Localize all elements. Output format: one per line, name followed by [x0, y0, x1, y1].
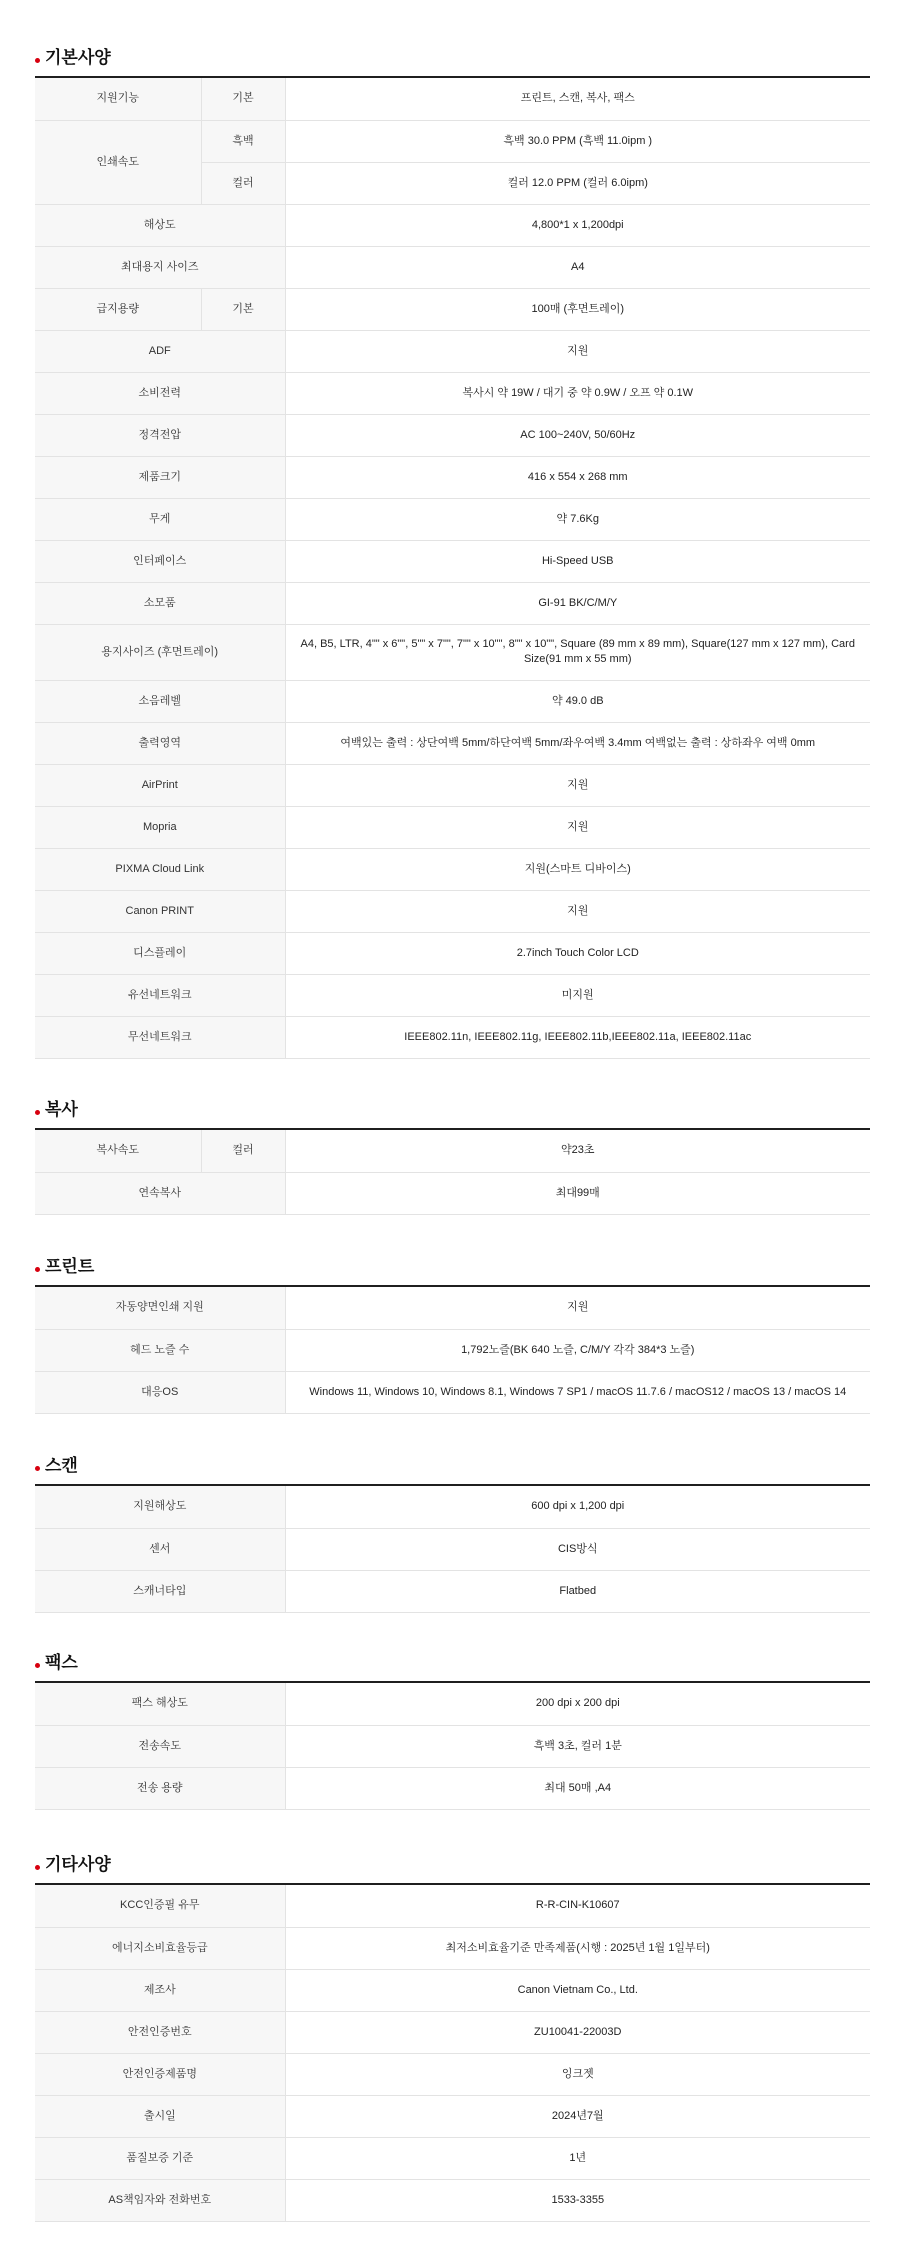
table-row — [35, 890, 870, 932]
spec-table — [35, 1130, 870, 1215]
section-copy — [35, 1090, 870, 1215]
row-value: 최대99매 — [285, 1172, 870, 1214]
row-value: Windows 11, Windows 10, Windows 8.1, Windows 7 SP1 / macOS 11.7.6 / macOS12 / macOS 13 / macOS 14 — [285, 1371, 870, 1413]
row-label: 디스플레이 — [35, 932, 285, 974]
row-value: CIS방식 — [285, 1528, 870, 1570]
row-value: GI-91 BK/C/M/Y — [285, 582, 870, 624]
row-label: 품질보증 기준 — [35, 2137, 285, 2179]
row-label: 유선네트워크 — [35, 974, 285, 1016]
table-row — [35, 582, 870, 624]
row-label: 소모품 — [35, 582, 285, 624]
section-scan — [35, 1446, 870, 1613]
row-label: 전송 용량 — [35, 1767, 285, 1809]
row-label: 무선네트워크 — [35, 1016, 285, 1058]
row-label: 연속복사 — [35, 1172, 285, 1214]
row-value: 지원 — [285, 806, 870, 848]
row-value: 컬러 12.0 PPM (컬러 6.0ipm) — [285, 162, 870, 204]
row-value: R-R-CIN-K10607 — [285, 1885, 870, 1927]
section-heading: 기본사양 — [45, 48, 111, 67]
table-row — [35, 2095, 870, 2137]
table-row — [35, 2053, 870, 2095]
section-heading: 기타사양 — [45, 1855, 111, 1874]
table-row — [35, 722, 870, 764]
row-value: 잉크젯 — [285, 2053, 870, 2095]
table-row — [35, 1725, 870, 1767]
row-label: 안전인증제품명 — [35, 2053, 285, 2095]
row-label: 출력영역 — [35, 722, 285, 764]
section-print — [35, 1247, 870, 1414]
row-value: 지원(스마트 디바이스) — [285, 848, 870, 890]
table-row — [35, 680, 870, 722]
row-label: 지원해상도 — [35, 1486, 285, 1528]
table-row — [35, 330, 870, 372]
table-row — [35, 1969, 870, 2011]
row-label: 정격전압 — [35, 414, 285, 456]
table-row — [35, 246, 870, 288]
row-label: 인터페이스 — [35, 540, 285, 582]
row-label: 제조사 — [35, 1969, 285, 2011]
row-value: 지원 — [285, 890, 870, 932]
spec-table — [35, 1287, 870, 1414]
section-title — [35, 1845, 870, 1885]
row-label: 급지용량 — [35, 288, 201, 330]
row-label: 스캐너타입 — [35, 1570, 285, 1612]
row-label: 전송속도 — [35, 1725, 285, 1767]
row-label: 자동양면인쇄 지원 — [35, 1287, 285, 1329]
row-sub-label: 기본 — [201, 288, 285, 330]
row-value: 흑백 30.0 PPM (흑백 11.0ipm ) — [285, 120, 870, 162]
table-row — [35, 1486, 870, 1528]
row-label: 용지사이즈 (후면트레이) — [35, 624, 285, 680]
row-label: ADF — [35, 330, 285, 372]
row-value: 미지원 — [285, 974, 870, 1016]
row-value: IEEE802.11n, IEEE802.11g, IEEE802.11b,IEEE802.11a, IEEE802.11ac — [285, 1016, 870, 1058]
row-sub-label: 컬러 — [201, 1130, 285, 1172]
section-heading: 프린트 — [45, 1257, 95, 1276]
row-value: 1년 — [285, 2137, 870, 2179]
row-label: 대응OS — [35, 1371, 285, 1413]
section-heading: 팩스 — [45, 1653, 78, 1672]
table-row — [35, 204, 870, 246]
table-row — [35, 1329, 870, 1371]
table-row — [35, 806, 870, 848]
row-sub-label: 기본 — [201, 78, 285, 120]
row-label: 복사속도 — [35, 1130, 201, 1172]
table-row — [35, 498, 870, 540]
table-row — [35, 1528, 870, 1570]
row-value: 지원 — [285, 764, 870, 806]
table-row — [35, 932, 870, 974]
bullet-dot-icon — [35, 1865, 40, 1870]
row-value: A4 — [285, 246, 870, 288]
table-row — [35, 1927, 870, 1969]
row-label: Mopria — [35, 806, 285, 848]
table-row — [35, 624, 870, 680]
table-row — [35, 1130, 870, 1172]
table-row — [35, 1371, 870, 1413]
table-row — [35, 2011, 870, 2053]
row-label: Canon PRINT — [35, 890, 285, 932]
table-row — [35, 848, 870, 890]
row-label: 센서 — [35, 1528, 285, 1570]
row-label: 안전인증번호 — [35, 2011, 285, 2053]
row-value: 200 dpi x 200 dpi — [285, 1683, 870, 1725]
row-label: 소음레벨 — [35, 680, 285, 722]
row-sub-label: 컬러 — [201, 162, 285, 204]
row-sub-label: 흑백 — [201, 120, 285, 162]
bullet-dot-icon — [35, 1663, 40, 1668]
row-value: 약 49.0 dB — [285, 680, 870, 722]
section-title — [35, 1643, 870, 1683]
table-row — [35, 78, 870, 120]
row-value: 600 dpi x 1,200 dpi — [285, 1486, 870, 1528]
section-title — [35, 1090, 870, 1130]
section-etc-specs — [35, 1845, 870, 2222]
row-label: 소비전력 — [35, 372, 285, 414]
table-row — [35, 120, 870, 162]
table-row — [35, 764, 870, 806]
row-label: 해상도 — [35, 204, 285, 246]
row-value: 최대 50매 ,A4 — [285, 1767, 870, 1809]
row-value: Hi-Speed USB — [285, 540, 870, 582]
row-label: 인쇄속도 — [35, 120, 201, 204]
section-fax — [35, 1643, 870, 1810]
table-row — [35, 1172, 870, 1214]
row-value: A4, B5, LTR, 4"" x 6"", 5"" x 7"", 7"" x 10"", 8"" x 10"", Square (89 mm x 89 mm), Square(127 mm x 127 mm), Card Size(91 mm x 55 mm) — [285, 624, 870, 680]
bullet-dot-icon — [35, 1110, 40, 1115]
row-label: 에너지소비효율등급 — [35, 1927, 285, 1969]
row-value: 100매 (후면트레이) — [285, 288, 870, 330]
table-row — [35, 288, 870, 330]
row-label: 출시일 — [35, 2095, 285, 2137]
row-value: 흑백 3초, 컬러 1분 — [285, 1725, 870, 1767]
spec-table — [35, 1486, 870, 1613]
row-label: 지원기능 — [35, 78, 201, 120]
row-value: 여백있는 출력 : 상단여백 5mm/하단여백 5mm/좌우여백 3.4mm 여백없는 출력 : 상하좌우 여백 0mm — [285, 722, 870, 764]
table-row — [35, 2179, 870, 2221]
section-heading: 복사 — [45, 1100, 78, 1119]
table-row — [35, 372, 870, 414]
row-value: 지원 — [285, 1287, 870, 1329]
row-value: 1533-3355 — [285, 2179, 870, 2221]
row-value: 약23초 — [285, 1130, 870, 1172]
table-row — [35, 1570, 870, 1612]
section-heading: 스캔 — [45, 1456, 78, 1475]
row-label: 무게 — [35, 498, 285, 540]
row-label: 제품크기 — [35, 456, 285, 498]
row-value: 지원 — [285, 330, 870, 372]
row-value: 1,792노즐(BK 640 노즐, C/M/Y 각각 384*3 노즐) — [285, 1329, 870, 1371]
table-row — [35, 1287, 870, 1329]
table-row — [35, 456, 870, 498]
row-label: KCC인증필 유무 — [35, 1885, 285, 1927]
row-value: Canon Vietnam Co., Ltd. — [285, 1969, 870, 2011]
section-title — [35, 38, 870, 78]
row-value: 복사시 약 19W / 대기 중 약 0.9W / 오프 약 0.1W — [285, 372, 870, 414]
table-row — [35, 1683, 870, 1725]
spec-table — [35, 1683, 870, 1810]
row-label: 최대용지 사이즈 — [35, 246, 285, 288]
row-label: AirPrint — [35, 764, 285, 806]
table-row — [35, 2137, 870, 2179]
table-row — [35, 414, 870, 456]
table-row — [35, 540, 870, 582]
section-basic-specs — [35, 38, 870, 1059]
row-label: 팩스 해상도 — [35, 1683, 285, 1725]
row-value: 2.7inch Touch Color LCD — [285, 932, 870, 974]
bullet-dot-icon — [35, 1267, 40, 1272]
row-value: AC 100~240V, 50/60Hz — [285, 414, 870, 456]
row-value: 약 7.6Kg — [285, 498, 870, 540]
row-value: 프린트, 스캔, 복사, 팩스 — [285, 78, 870, 120]
bullet-dot-icon — [35, 58, 40, 63]
table-row — [35, 1016, 870, 1058]
row-label: 헤드 노즐 수 — [35, 1329, 285, 1371]
table-row — [35, 1885, 870, 1927]
row-value: Flatbed — [285, 1570, 870, 1612]
row-value: 416 x 554 x 268 mm — [285, 456, 870, 498]
bullet-dot-icon — [35, 1466, 40, 1471]
section-title — [35, 1247, 870, 1287]
row-value: 4,800*1 x 1,200dpi — [285, 204, 870, 246]
row-label: AS책임자와 전화번호 — [35, 2179, 285, 2221]
table-row — [35, 1767, 870, 1809]
row-value: 2024년7월 — [285, 2095, 870, 2137]
row-value: 최저소비효율기준 만족제품(시행 : 2025년 1월 1일부터) — [285, 1927, 870, 1969]
spec-table — [35, 1885, 870, 2222]
table-row — [35, 974, 870, 1016]
row-label: PIXMA Cloud Link — [35, 848, 285, 890]
spec-table — [35, 78, 870, 1059]
section-title — [35, 1446, 870, 1486]
row-value: ZU10041-22003D — [285, 2011, 870, 2053]
